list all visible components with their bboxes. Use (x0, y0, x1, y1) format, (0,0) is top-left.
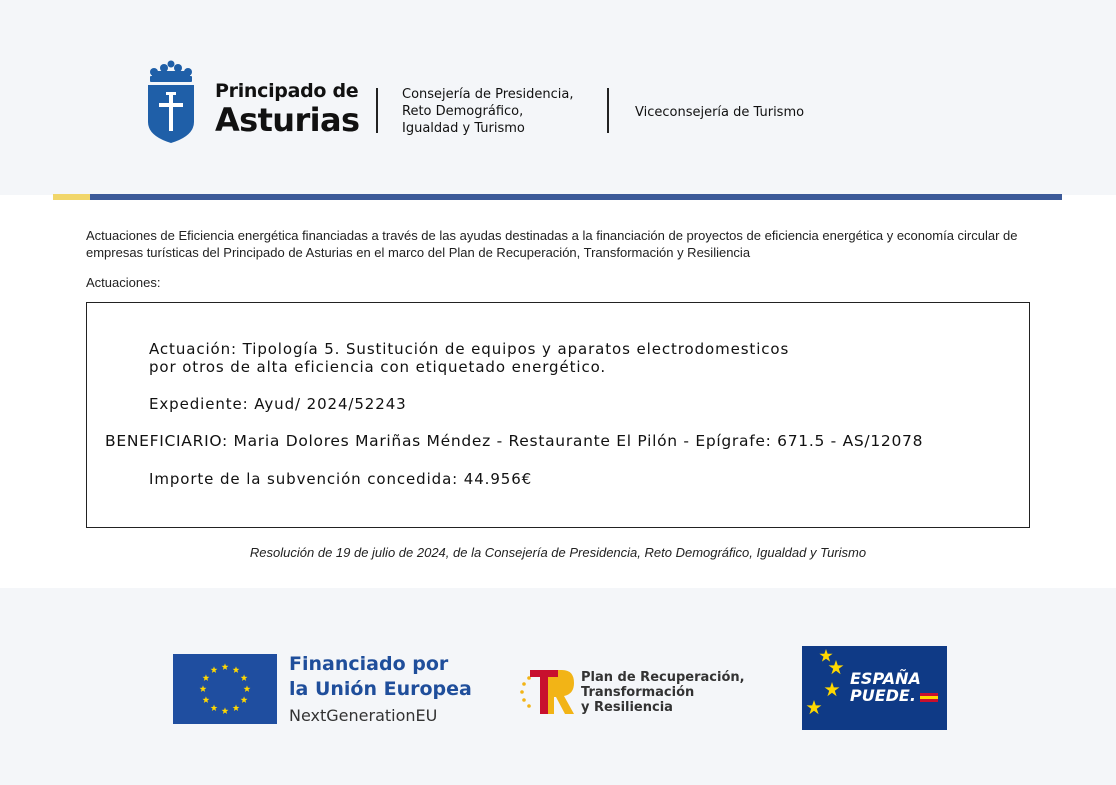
actuaciones-label: Actuaciones: (86, 275, 161, 290)
prtr-logo-icon (518, 666, 576, 718)
department-line-2: Reto Demográfico, (402, 104, 524, 119)
espana-puede-logo (802, 646, 947, 730)
header-stripe-yellow (53, 194, 90, 200)
vice-department-name: Viceconsejería de Turismo (635, 105, 805, 120)
actuation-details-box (86, 302, 1030, 528)
department-name (402, 86, 602, 137)
org-name-line2: Asturias (215, 101, 360, 139)
plan-recuperacion-text (581, 670, 745, 715)
intro-paragraph: Actuaciones de Eficiencia energética financiadas a través de las ayudas destinadas a la financiación de proyectos de eficiencia energética y economía circular de empresas turísticas del Principado de Asturias en el marco del Plan de Recuperación, Transformación y Resiliencia (86, 228, 1018, 260)
actuacion-line-2: por otros de alta eficiencia con etiquetado energético. (149, 358, 607, 376)
espana-line: ESPAÑA (850, 669, 921, 688)
eu-funding-line-1: Financiado por (289, 653, 449, 675)
plan-line-3: y Resiliencia (581, 700, 673, 715)
espana-puede-text (850, 670, 921, 704)
eu-funding-line-3: NextGenerationEU (289, 706, 438, 725)
beneficiario-line: BENEFICIARIO: Maria Dolores Mariñas Méndez - Restaurante El Pilón - Epígrafe: 671.5 - AS/12078 (105, 432, 924, 450)
organization-name (215, 80, 360, 139)
header-stripe-blue (90, 194, 1062, 200)
department-line-1: Consejería de Presidencia, (402, 87, 574, 102)
puede-line: PUEDE. (850, 686, 916, 705)
plan-line-2: Transformación (581, 685, 695, 700)
asturias-shield-icon (146, 60, 196, 144)
resolution-note: Resolución de 19 de julio de 2024, de la Consejería de Presidencia, Reto Demográfico, Igualdad y Turismo (249, 545, 867, 560)
eu-funding-text (289, 652, 472, 725)
importe-line: Importe de la subvención concedida: 44.956€ (149, 470, 533, 488)
header-divider-1 (376, 88, 378, 133)
org-name-line1: Principado de (215, 80, 359, 102)
eu-flag-icon (173, 654, 277, 724)
header-band (0, 0, 1116, 195)
expediente-line: Expediente: Ayud/ 2024/52243 (149, 395, 407, 413)
actuacion-line-1: Actuación: Tipología 5. Sustitución de equipos y aparatos electrodomesticos (149, 340, 790, 358)
department-line-3: Igualdad y Turismo (402, 121, 525, 136)
plan-line-1: Plan de Recuperación, (581, 670, 745, 685)
header-divider-2 (607, 88, 609, 133)
eu-funding-line-2: la Unión Europea (289, 678, 472, 700)
